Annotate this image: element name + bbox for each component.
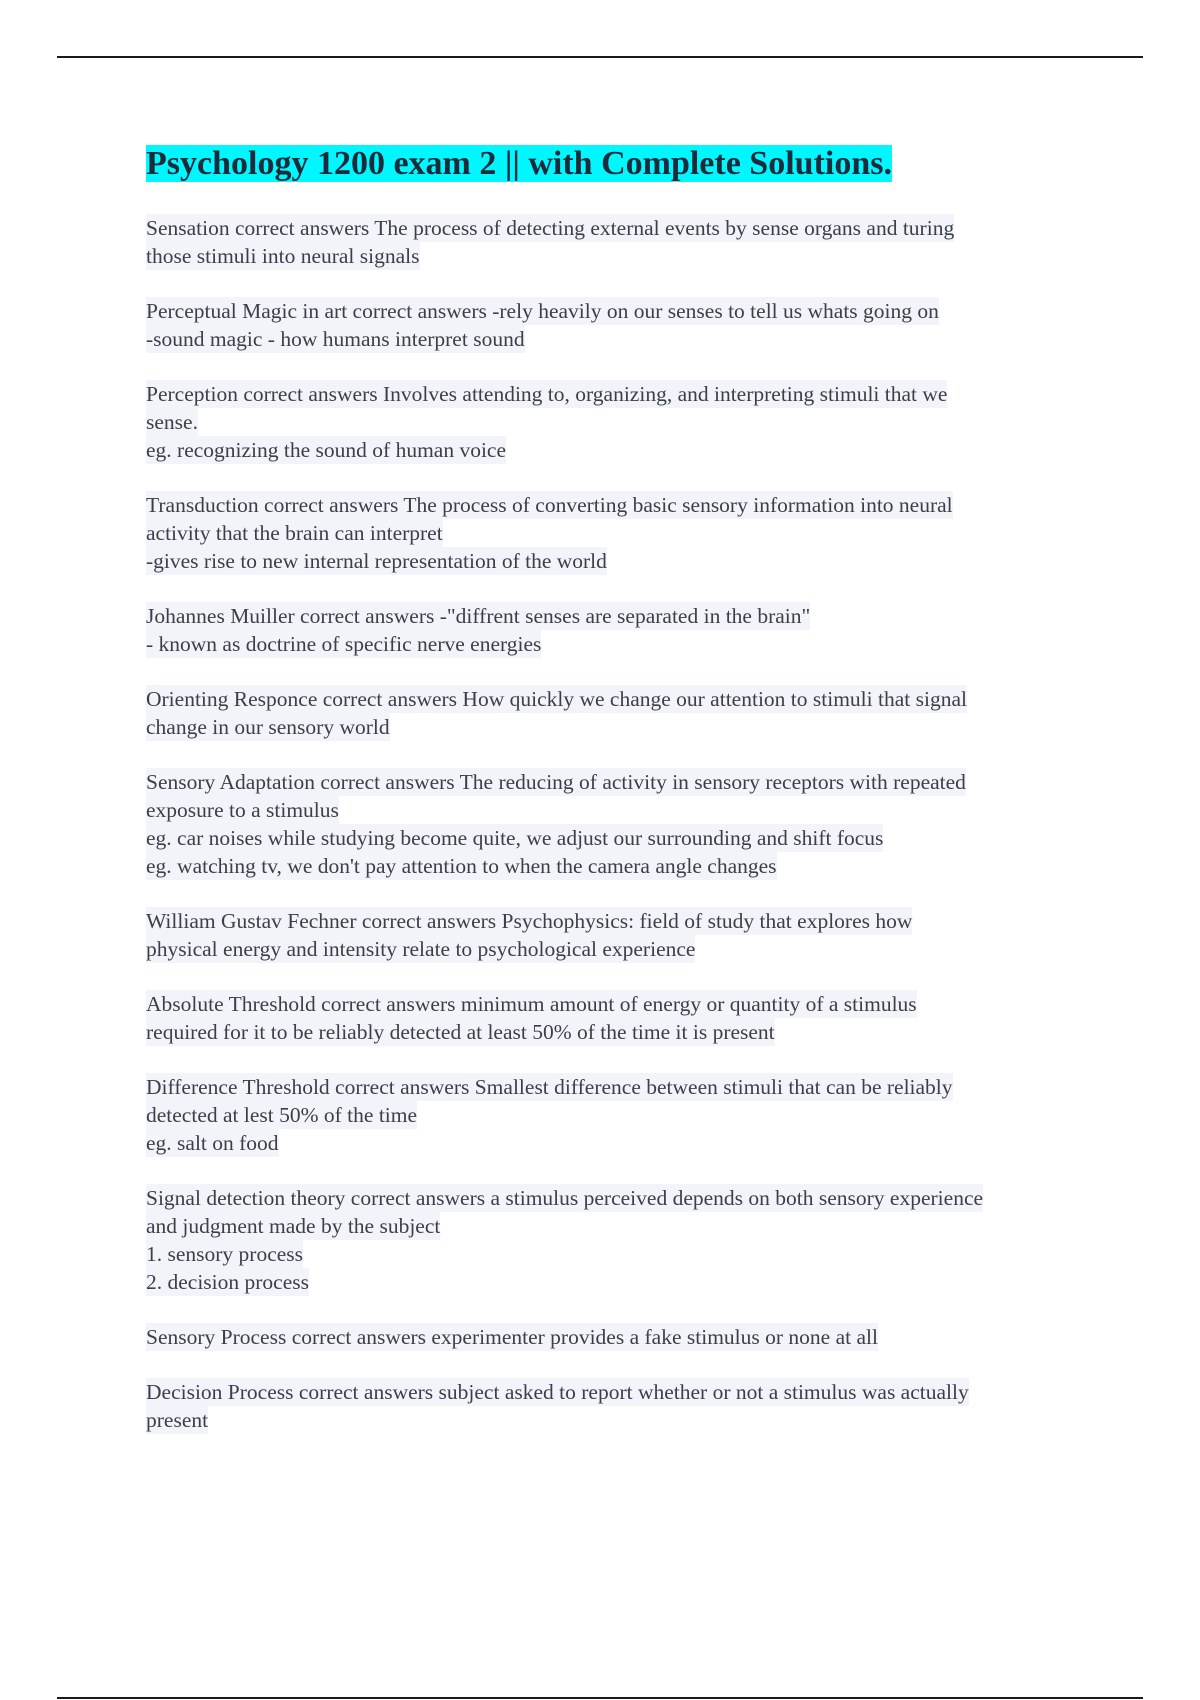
entry-line: those stimuli into neural signals — [146, 244, 420, 268]
entry-line: activity that the brain can interpret — [146, 521, 443, 545]
entry-line: Sensory Process correct answers experimenter provides a fake stimulus or none at all — [146, 1325, 878, 1349]
entry-line: change in our sensory world — [146, 715, 390, 739]
qa-entry — [146, 1323, 1106, 1351]
qa-entry — [146, 685, 1106, 741]
qa-entry — [146, 990, 1106, 1046]
entry-line: Orienting Responce correct answers How quickly we change our attention to stimuli that signal — [146, 687, 967, 711]
entry-line: eg. car noises while studying become quite, we adjust our surrounding and shift focus — [146, 826, 884, 850]
entry-line: sense. — [146, 410, 198, 434]
entry-line: Perceptual Magic in art correct answers -rely heavily on our senses to tell us whats going on — [146, 299, 939, 323]
qa-entry — [146, 1184, 1106, 1296]
entry-line: William Gustav Fechner correct answers Psychophysics: field of study that explores how — [146, 909, 913, 933]
entry-line: Signal detection theory correct answers a stimulus perceived depends on both sensory experience — [146, 1186, 984, 1210]
entry-line: Difference Threshold correct answers Smallest difference between stimuli that can be reliably — [146, 1075, 953, 1099]
entry-line: 2. decision process — [146, 1270, 310, 1294]
document-body — [146, 140, 1106, 1461]
entry-line: 1. sensory process — [146, 1242, 304, 1266]
document-title: Psychology 1200 exam 2 || with Complete Solutions. — [146, 145, 892, 182]
entry-line: Johannes Muiller correct answers -"diffrent senses are separated in the brain" — [146, 604, 811, 628]
entry-line: -sound magic - how humans interpret sound — [146, 327, 525, 351]
title-block — [146, 140, 1106, 194]
entry-line: Sensation correct answers The process of detecting external events by sense organs and turing — [146, 216, 955, 240]
entry-line: eg. recognizing the sound of human voice — [146, 438, 507, 462]
entry-line: Transduction correct answers The process of converting basic sensory information into neural — [146, 493, 953, 517]
entry-line: required for it to be reliably detected at least 50% of the time it is present — [146, 1020, 775, 1044]
entry-line: present — [146, 1408, 209, 1432]
entry-list — [146, 214, 1106, 1434]
entry-line: and judgment made by the subject — [146, 1214, 441, 1238]
qa-entry — [146, 907, 1106, 963]
qa-entry — [146, 380, 1106, 464]
qa-entry — [146, 297, 1106, 353]
entry-line: Absolute Threshold correct answers minimum amount of energy or quantity of a stimulus — [146, 992, 917, 1016]
entry-line: - known as doctrine of specific nerve energies — [146, 632, 542, 656]
qa-entry — [146, 768, 1106, 880]
entry-line: Perception correct answers Involves attending to, organizing, and interpreting stimuli that we — [146, 382, 948, 406]
qa-entry — [146, 1073, 1106, 1157]
qa-entry — [146, 214, 1106, 270]
entry-line: Sensory Adaptation correct answers The reducing of activity in sensory receptors with repeated — [146, 770, 966, 794]
entry-line: Decision Process correct answers subject asked to report whether or not a stimulus was actually — [146, 1380, 969, 1404]
bottom-rule — [57, 1697, 1143, 1699]
entry-line: eg. salt on food — [146, 1131, 279, 1155]
entry-line: -gives rise to new internal representation of the world — [146, 549, 607, 573]
entry-line: physical energy and intensity relate to psychological experience — [146, 937, 696, 961]
entry-line: detected at lest 50% of the time — [146, 1103, 418, 1127]
qa-entry — [146, 1378, 1106, 1434]
top-rule — [57, 56, 1143, 58]
entry-line: exposure to a stimulus — [146, 798, 339, 822]
entry-line: eg. watching tv, we don't pay attention to when the camera angle changes — [146, 854, 777, 878]
qa-entry — [146, 602, 1106, 658]
qa-entry — [146, 491, 1106, 575]
